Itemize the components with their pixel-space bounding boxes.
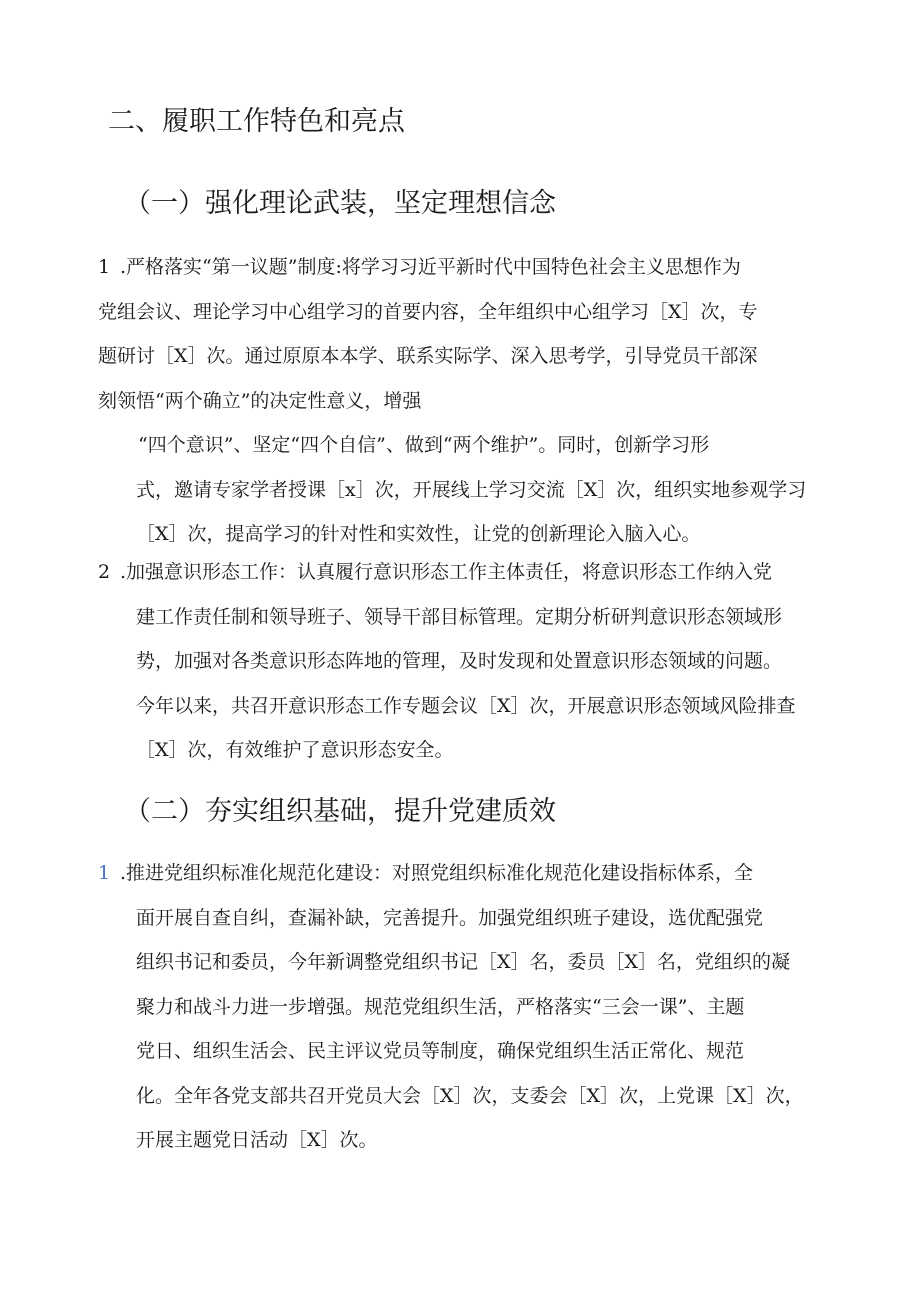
item-number: 1 [98, 862, 111, 884]
paragraph-line: 党日、组织生活会、民主评议党员等制度，确保党组织生活正常化、规范 [136, 1040, 745, 1062]
paragraph-line: 1 .严格落实“第一议题”制度:将学习习近平新时代中国特色社会主义思想作为 [98, 245, 818, 290]
paragraph-line: 势，加强对各类意识形态阵地的管理，及时发现和处置意识形态领域的问题。 [136, 650, 783, 672]
paragraph-line: “四个意识”、坚定“四个自信”、做到“两个维护”。同时，创新学习形 [138, 434, 710, 456]
paragraph-line: 面开展自查自纠，查漏补缺，完善提升。加强党组织班子建设，选优配强党 [136, 906, 764, 929]
paragraph-line: 今年以来，共召开意识形态工作专题会议［X］次，开展意识形态领域风险排查 [136, 694, 796, 717]
paragraph-line: 1 .推进党组织标准化规范化建设：对照党组织标准化规范化建设指标体系，全 [98, 851, 818, 896]
paragraph-line: 组织书记和委员，今年新调整党组织书记［X］名，委员［X］名，党组织的凝 [136, 951, 791, 973]
section-2-item-1 [98, 851, 818, 1163]
section-1-title: （一）强化理论武装，坚定理想信念 [124, 188, 556, 219]
paragraph-line: ［X］次，提高学习的针对性和实效性，让党的创新理论入脑入心。 [136, 523, 701, 545]
section-2-title: （二）夯实组织基础，提升党建质效 [124, 796, 556, 827]
paragraph-line: 式，邀请专家学者授课［x］次，开展线上学习交流［X］次，组织实地参观学习 [136, 478, 807, 501]
item-number: 2 [98, 561, 111, 583]
paragraph-line: 化。全年各党支部共召开党员大会［X］次，支委会［X］次，上党课［X］次， [136, 1084, 804, 1107]
paragraph-line: 聚力和战斗力进一步增强。规范党组织生活，严格落实“三会一课”、主题 [136, 995, 745, 1018]
paragraph-line: 建工作责任制和领导班子、领导干部目标管理。定期分析研判意识形态领域形 [136, 605, 783, 628]
paragraph-line: 2 .加强意识形态工作：认真履行意识形态工作主体责任，将意识形态工作纳入党 [98, 550, 818, 595]
paragraph-line: ［X］次，有效维护了意识形态安全。 [136, 739, 454, 761]
section-1-item-1 [98, 245, 818, 557]
paragraph-line: 刻领悟“两个确立”的决定性意义，增强 [98, 389, 422, 412]
paragraph-line: 党组会议、理论学习中心组学习的首要内容，全年组织中心组学习［X］次，专 [98, 300, 758, 323]
item-number: 1 [98, 256, 111, 278]
paragraph-line: 开展主题党日活动［X］次。 [136, 1129, 378, 1151]
main-heading: 二、履职工作特色和亮点 [108, 106, 405, 137]
paragraph-line: 题研讨［X］次。通过原原本本学、联系实际学、深入思考学，引导党员干部深 [98, 345, 758, 367]
section-1-item-2 [98, 550, 818, 773]
